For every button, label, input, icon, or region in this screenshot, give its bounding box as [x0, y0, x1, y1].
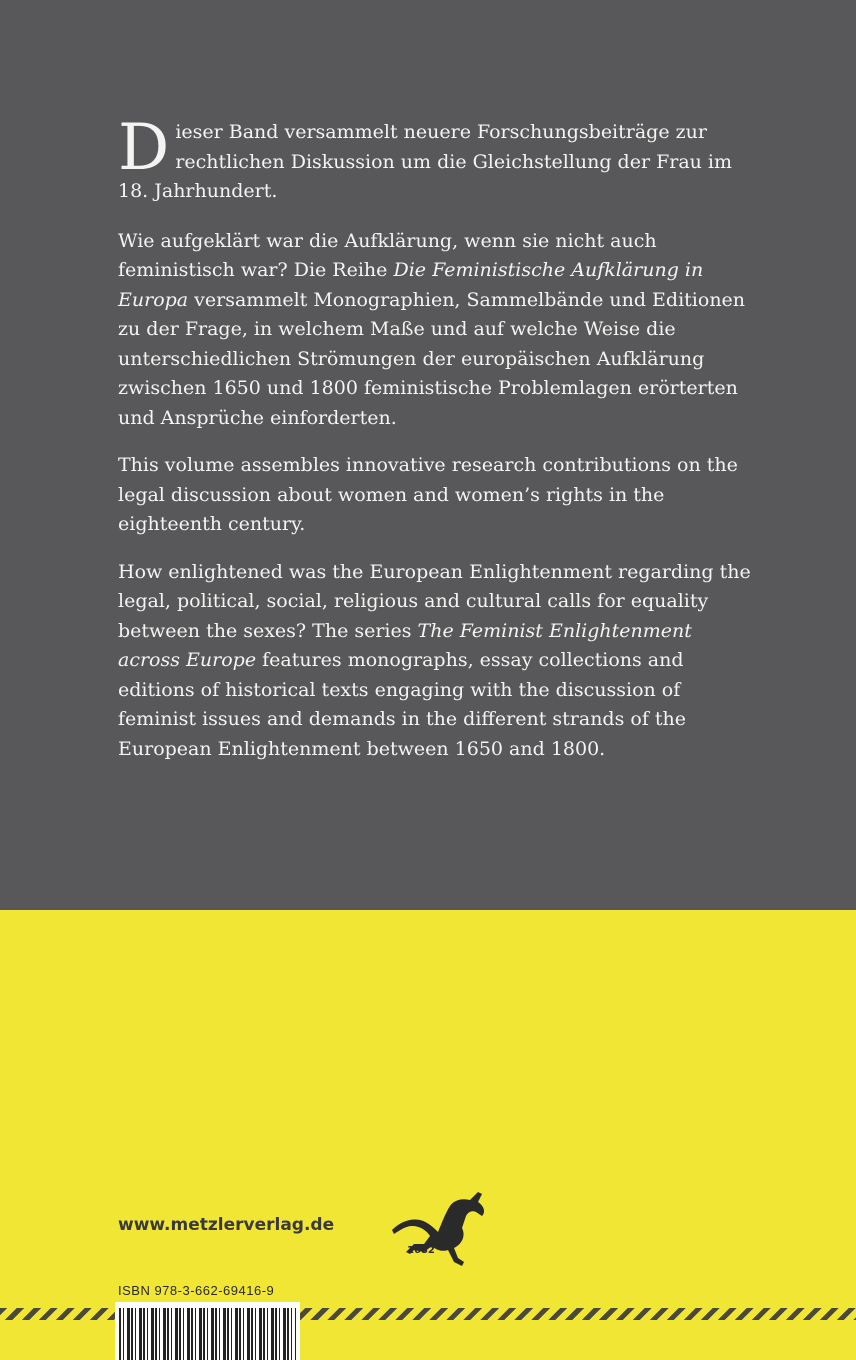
- publisher-url[interactable]: www.metzlerverlag.de: [118, 1215, 335, 1235]
- horse-icon: [392, 1178, 496, 1274]
- paragraph-german-series: Wie aufgeklärt war die Aufklärung, wenn sie nicht auch feministisch war? Die Reihe Die Feministische Aufklärung in Europa versammelt Monographien, Sammelbände und Editionen zu der Frage, in welchem Maße und auf welche Weise die unterschiedlichen Strömungen der europäischen Aufklärung zwischen 1650 und 1800 feministische Problemlagen erörterten und Ansprüche einforderten.: [118, 229, 746, 429]
- logo-year: 1682: [407, 1245, 435, 1256]
- isbn-text: ISBN 978-3-662-69416-9: [118, 1283, 275, 1298]
- paragraph-english-intro: This volume assembles innovative research contributions on the legal discussion about women and women’s rights in the eighteenth century.: [118, 454, 738, 535]
- paragraph-german-intro: Dieser Band versammelt neuere Forschungsbeiträge zur rechtlichen Diskussion um die Gleichstellung der Frau im 18. Jahrhundert.: [118, 111, 733, 202]
- series-title-english: The Feminist Enlightenment across Europe: [118, 619, 692, 671]
- drop-cap: D: [118, 111, 170, 185]
- series-title-german: Die Feministische Aufklärung in Europa: [118, 259, 704, 311]
- paragraph-english-series: How enlightened was the European Enlightenment regarding the legal, political, social, religious and cultural calls for equality between the sexes? The series The Feminist Enlightenment across Europe features monographs, essay collections and editions of historical texts engaging with the discussion of feminist issues and demands in the different strands of the European Enlightenment between 1650 and 1800.: [118, 560, 751, 760]
- blurb-text: [118, 111, 758, 782]
- barcode-bars: [119, 1308, 296, 1360]
- barcode: [115, 1302, 300, 1360]
